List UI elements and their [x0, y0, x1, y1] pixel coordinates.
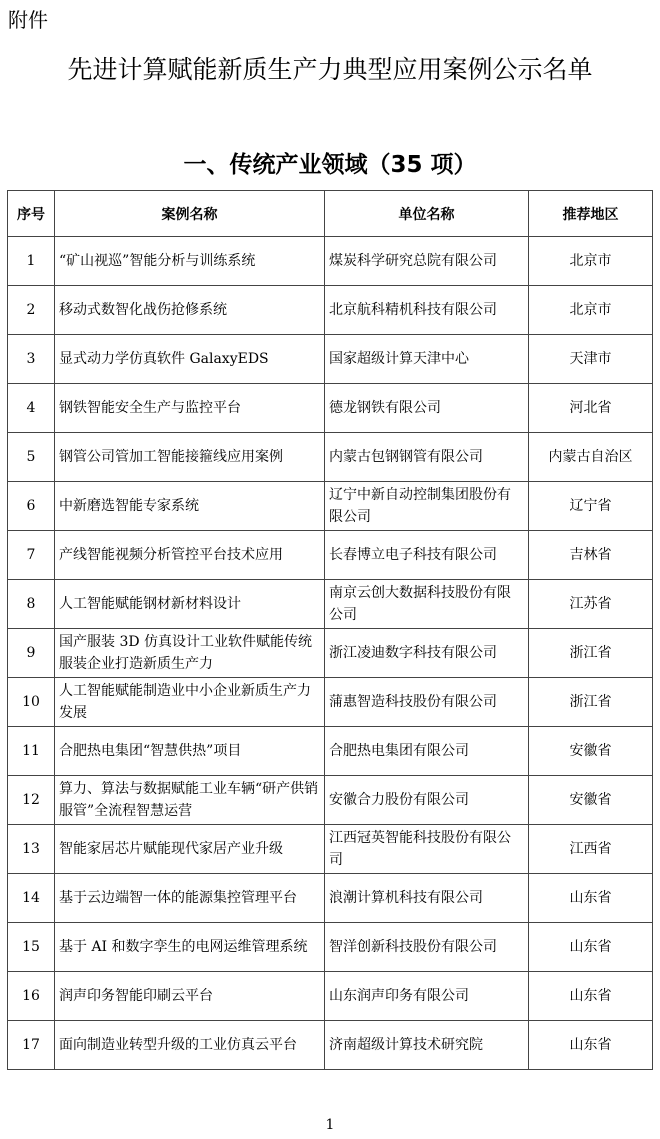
region-cell: 山东省 [529, 923, 653, 972]
org-name-cell: 智洋创新科技股份有限公司 [325, 923, 529, 972]
region-cell: 吉林省 [529, 531, 653, 580]
org-name-cell: 煤炭科学研究总院有限公司 [325, 237, 529, 286]
case-name-cell: 智能家居芯片赋能现代家居产业升级 [55, 825, 325, 874]
region-cell: 江苏省 [529, 580, 653, 629]
row-number: 13 [8, 825, 55, 874]
row-number: 2 [8, 286, 55, 335]
header-region: 推荐地区 [529, 191, 653, 237]
case-name-cell: 基于 AI 和数字孪生的电网运维管理系统 [55, 923, 325, 972]
case-name-cell: 中新磨选智能专家系统 [55, 482, 325, 531]
table-row [8, 237, 653, 286]
table-row [8, 580, 653, 629]
table-row [8, 923, 653, 972]
row-number: 1 [8, 237, 55, 286]
case-name-cell: 面向制造业转型升级的工业仿真云平台 [55, 1021, 325, 1070]
case-name-cell: 人工智能赋能钢材新材料设计 [55, 580, 325, 629]
case-name-cell: 钢铁智能安全生产与监控平台 [55, 384, 325, 433]
table-row [8, 433, 653, 482]
region-cell: 辽宁省 [529, 482, 653, 531]
case-name-cell: 人工智能赋能制造业中小企业新质生产力发展 [55, 678, 325, 727]
case-name-cell: 产线智能视频分析管控平台技术应用 [55, 531, 325, 580]
case-name-cell: “矿山视巡”智能分析与训练系统 [55, 237, 325, 286]
region-cell: 北京市 [529, 286, 653, 335]
row-number: 8 [8, 580, 55, 629]
org-name-cell: 江西冠英智能科技股份有限公司 [325, 825, 529, 874]
header-org-name: 单位名称 [325, 191, 529, 237]
region-cell: 山东省 [529, 1021, 653, 1070]
region-cell: 山东省 [529, 972, 653, 1021]
row-number: 17 [8, 1021, 55, 1070]
row-number: 6 [8, 482, 55, 531]
region-cell: 内蒙古自治区 [529, 433, 653, 482]
row-number: 5 [8, 433, 55, 482]
header-no: 序号 [8, 191, 55, 237]
row-number: 9 [8, 629, 55, 678]
case-table [7, 190, 653, 1070]
region-cell: 天津市 [529, 335, 653, 384]
table-row [8, 1021, 653, 1070]
org-name-cell: 浙江凌迪数字科技有限公司 [325, 629, 529, 678]
region-cell: 河北省 [529, 384, 653, 433]
org-name-cell: 浪潮计算机科技有限公司 [325, 874, 529, 923]
case-name-cell: 润声印务智能印刷云平台 [55, 972, 325, 1021]
row-number: 16 [8, 972, 55, 1021]
table-row [8, 727, 653, 776]
table-row [8, 482, 653, 531]
case-name-cell: 移动式数智化战伤抢修系统 [55, 286, 325, 335]
table-row [8, 531, 653, 580]
table-header-row [8, 191, 653, 237]
table-row [8, 874, 653, 923]
row-number: 4 [8, 384, 55, 433]
case-name-cell: 国产服装 3D 仿真设计工业软件赋能传统服装企业打造新质生产力 [55, 629, 325, 678]
row-number: 7 [8, 531, 55, 580]
region-cell: 安徽省 [529, 727, 653, 776]
attachment-label: 附件 [8, 8, 48, 32]
row-number: 11 [8, 727, 55, 776]
table-row [8, 335, 653, 384]
org-name-cell: 国家超级计算天津中心 [325, 335, 529, 384]
case-name-cell: 基于云边端智一体的能源集控管理平台 [55, 874, 325, 923]
table-row [8, 629, 653, 678]
page-number: 1 [325, 1117, 335, 1133]
row-number: 14 [8, 874, 55, 923]
case-name-cell: 钢管公司管加工智能接箍线应用案例 [55, 433, 325, 482]
org-name-cell: 济南超级计算技术研究院 [325, 1021, 529, 1070]
region-cell: 安徽省 [529, 776, 653, 825]
region-cell: 江西省 [529, 825, 653, 874]
table-row [8, 286, 653, 335]
org-name-cell: 南京云创大数据科技股份有限公司 [325, 580, 529, 629]
region-cell: 浙江省 [529, 678, 653, 727]
header-case-name: 案例名称 [55, 191, 325, 237]
region-cell: 北京市 [529, 237, 653, 286]
table-row [8, 825, 653, 874]
case-name-cell: 算力、算法与数据赋能工业车辆“研产供销服管”全流程智慧运营 [55, 776, 325, 825]
table-row [8, 972, 653, 1021]
org-name-cell: 蒲惠智造科技股份有限公司 [325, 678, 529, 727]
org-name-cell: 内蒙古包钢钢管有限公司 [325, 433, 529, 482]
region-cell: 浙江省 [529, 629, 653, 678]
org-name-cell: 辽宁中新自动控制集团股份有限公司 [325, 482, 529, 531]
org-name-cell: 山东润声印务有限公司 [325, 972, 529, 1021]
case-name-cell: 显式动力学仿真软件 GalaxyEDS [55, 335, 325, 384]
org-name-cell: 长春博立电子科技有限公司 [325, 531, 529, 580]
org-name-cell: 北京航科精机科技有限公司 [325, 286, 529, 335]
table-row [8, 776, 653, 825]
row-number: 3 [8, 335, 55, 384]
table-row [8, 384, 653, 433]
case-name-cell: 合肥热电集团“智慧供热”项目 [55, 727, 325, 776]
section-title: 一、传统产业领域（35 项） [183, 152, 477, 178]
row-number: 12 [8, 776, 55, 825]
org-name-cell: 德龙钢铁有限公司 [325, 384, 529, 433]
table-row [8, 678, 653, 727]
document-title: 先进计算赋能新质生产力典型应用案例公示名单 [67, 55, 593, 84]
org-name-cell: 合肥热电集团有限公司 [325, 727, 529, 776]
region-cell: 山东省 [529, 874, 653, 923]
row-number: 10 [8, 678, 55, 727]
row-number: 15 [8, 923, 55, 972]
org-name-cell: 安徽合力股份有限公司 [325, 776, 529, 825]
